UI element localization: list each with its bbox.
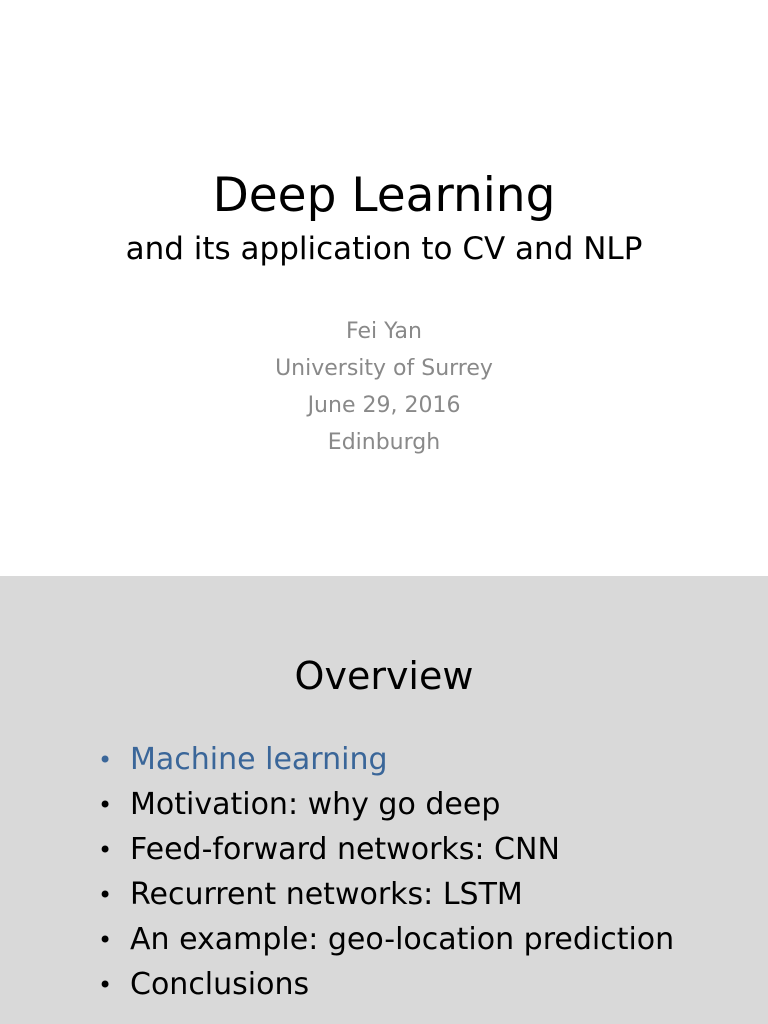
bullet-item-motivation xyxy=(96,787,756,823)
author-block xyxy=(0,313,768,461)
bullet-item-conclusions xyxy=(96,967,756,1003)
overview-title: Overview xyxy=(294,654,474,698)
bullet-dot-icon: • xyxy=(98,791,113,819)
presentation-subtitle: and its application to CV and NLP xyxy=(125,231,643,267)
bullet-dot-icon: • xyxy=(98,926,113,954)
bullet-item-lstm xyxy=(96,877,756,913)
bullet-item-machine-learning xyxy=(96,742,756,778)
bullet-item-label: Recurrent networks: LSTM xyxy=(130,877,523,912)
bullet-item-label: Machine learning xyxy=(130,742,388,777)
bullet-dot-icon: • xyxy=(98,971,113,999)
author-name: Fei Yan xyxy=(346,319,422,344)
presentation-location: Edinburgh xyxy=(327,430,441,455)
bullet-dot-icon: • xyxy=(98,746,113,774)
presentation-title: Deep Learning xyxy=(212,168,556,223)
bullet-item-label: An example: geo-location prediction xyxy=(130,922,675,957)
author-affiliation: University of Surrey xyxy=(275,356,493,381)
bullet-item-geo-location xyxy=(96,922,756,958)
overview-slide xyxy=(0,576,768,1024)
bullet-dot-icon: • xyxy=(98,836,113,864)
bullet-item-label: Conclusions xyxy=(130,967,310,1002)
bullet-item-label: Motivation: why go deep xyxy=(130,787,501,822)
bullet-item-label: Feed-forward networks: CNN xyxy=(130,832,560,867)
bullet-dot-icon: • xyxy=(98,881,113,909)
bullet-item-cnn xyxy=(96,832,756,868)
presentation-date: June 29, 2016 xyxy=(307,393,461,418)
overview-bullet-list xyxy=(96,742,756,1012)
